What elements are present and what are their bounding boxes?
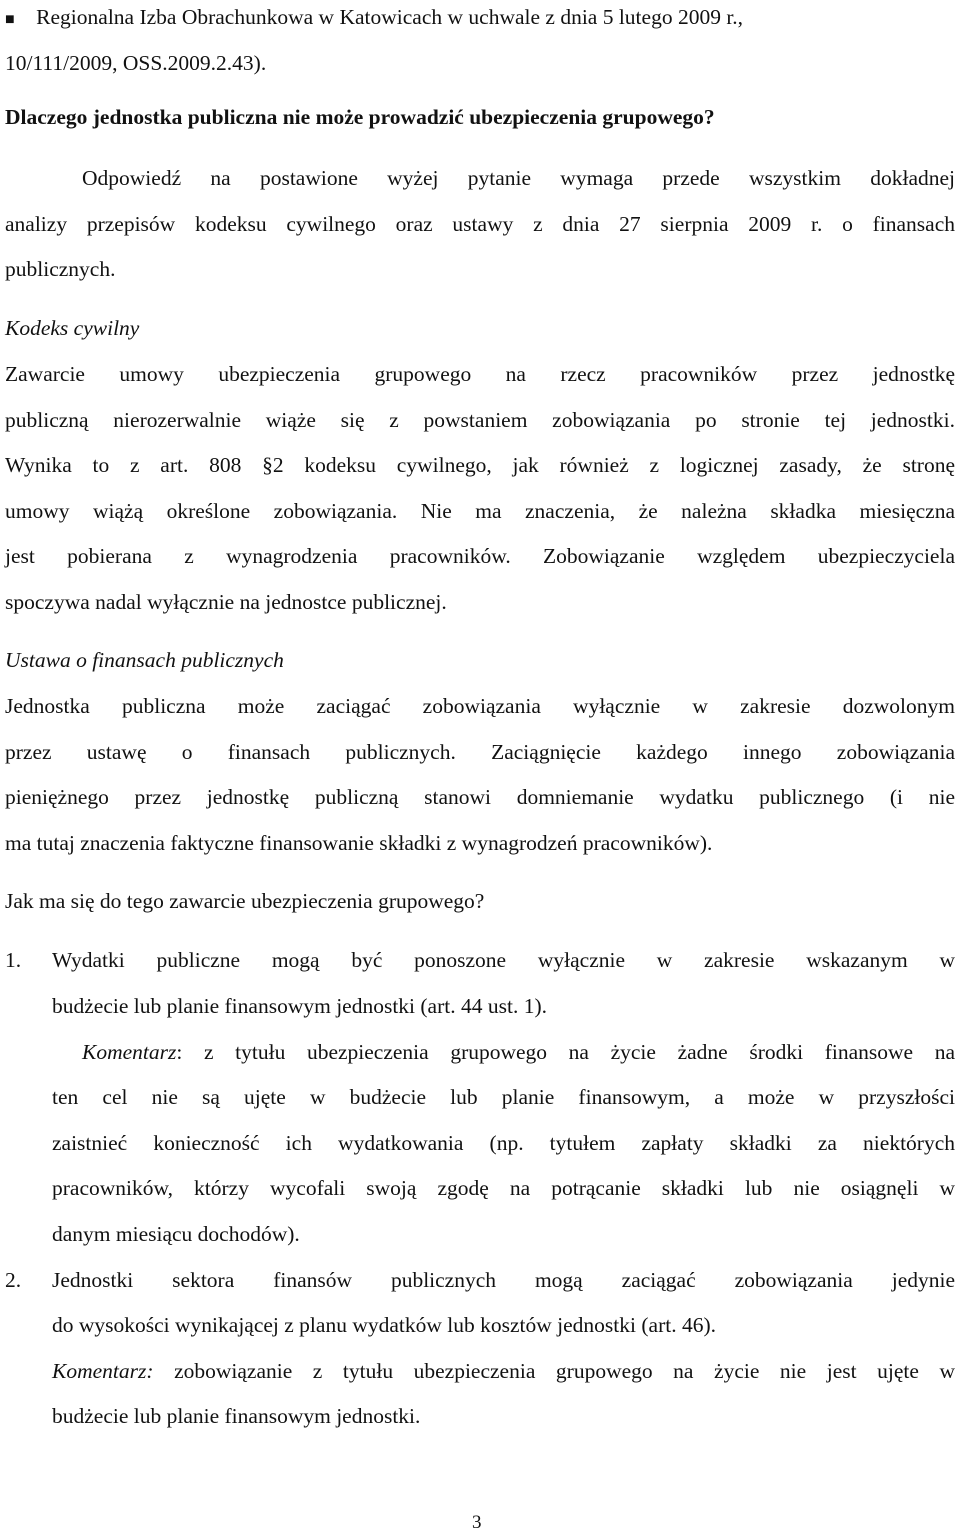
comment-1-line xyxy=(82,1037,955,1067)
list-number-1: 1. xyxy=(5,948,22,972)
paragraph-line: analizy przepisów kodeksu cywilnego oraz ustawy z dnia 27 sierpnia 2009 r. o finansach xyxy=(5,212,955,236)
list-item-1-line: Wydatki publiczne mogą być ponoszone wyłącznie w zakresie wskazanym w xyxy=(52,948,955,972)
comment-2-line: budżecie lub planie finansowym jednostki. xyxy=(52,1404,421,1428)
paragraph-line: ma tutaj znaczenia faktyczne finansowanie składki z wynagrodzeń pracowników). xyxy=(5,831,713,855)
question-heading: Dlaczego jednostka publiczna nie może prowadzić ubezpieczenia grupowego? xyxy=(5,105,715,129)
section-heading-kodeks: Kodeks cywilny xyxy=(5,316,140,340)
comment-1-line: zaistnieć konieczność ich wydatkowania (np. tytułem zapłaty składki za niektórych xyxy=(52,1131,955,1155)
question-line: Jak ma się do tego zawarcie ubezpieczenia grupowego? xyxy=(5,889,485,913)
paragraph-line: Zawarcie umowy ubezpieczenia grupowego na rzecz pracowników przez jednostkę xyxy=(5,362,955,386)
bullet-icon: ■ xyxy=(5,11,15,28)
paragraph-line: Wynika to z art. 808 §2 kodeksu cywilnego, jak również z logicznej zasady, że stronę xyxy=(5,453,955,477)
paragraph-line: jest pobierana z wynagrodzenia pracowników. Zobowiązanie względem ubezpieczyciela xyxy=(5,544,955,568)
paragraph-line: Odpowiedź na postawione wyżej pytanie wymaga przede wszystkim dokładnej xyxy=(82,166,955,190)
comment-text: : z tytułu ubezpieczenia grupowego na życie żadne środki finansowe na xyxy=(176,1040,955,1064)
comment-1-line: pracowników, którzy wycofali swoją zgodę na potrącanie składki lub nie osiągnęli w xyxy=(52,1176,955,1200)
comment-2-line xyxy=(52,1356,955,1386)
comment-label: Komentarz: xyxy=(52,1359,154,1383)
list-item-1-line: budżecie lub planie finansowym jednostki (art. 44 ust. 1). xyxy=(52,994,547,1018)
paragraph-line: umowy wiążą określone zobowiązania. Nie ma znaczenia, że należna składka miesięczna xyxy=(5,499,955,523)
paragraph-line: pieniężnego przez jednostkę publiczną stanowi domniemanie wydatku publicznego (i nie xyxy=(5,785,955,809)
citation-line-2: 10/111/2009, OSS.2009.2.43). xyxy=(5,51,267,75)
citation-line-1 xyxy=(5,2,743,35)
citation-text: Regionalna Izba Obrachunkowa w Katowicach w uchwale z dnia 5 lutego 2009 r., xyxy=(36,5,744,29)
paragraph-line: Jednostka publiczna może zaciągać zobowiązania wyłącznie w zakresie dozwolonym xyxy=(5,694,955,718)
comment-text: zobowiązanie z tytułu ubezpieczenia grupowego na życie nie jest ujęte w xyxy=(153,1359,955,1383)
comment-label: Komentarz xyxy=(82,1040,177,1064)
list-item-2-line: do wysokości wynikającej z planu wydatków lub kosztów jednostki (art. 46). xyxy=(52,1313,716,1337)
page-number: 3 xyxy=(472,1512,482,1533)
comment-1-line: danym miesiącu dochodów). xyxy=(52,1222,300,1246)
paragraph-line: publicznych. xyxy=(5,257,116,281)
list-item-2-line: Jednostki sektora finansów publicznych mogą zaciągać zobowiązania jedynie xyxy=(52,1268,955,1292)
paragraph-line: publiczną nierozerwalnie wiąże się z powstaniem zobowiązania po stronie tej jednostki. xyxy=(5,408,955,432)
section-heading-ustawa: Ustawa o finansach publicznych xyxy=(5,648,284,672)
comment-1-line: ten cel nie są ujęte w budżecie lub planie finansowym, a może w przyszłości xyxy=(52,1085,955,1109)
paragraph-line: spoczywa nadal wyłącznie na jednostce publicznej. xyxy=(5,590,447,614)
paragraph-line: przez ustawę o finansach publicznych. Zaciągnięcie każdego innego zobowiązania xyxy=(5,740,955,764)
list-number-2: 2. xyxy=(5,1268,22,1292)
